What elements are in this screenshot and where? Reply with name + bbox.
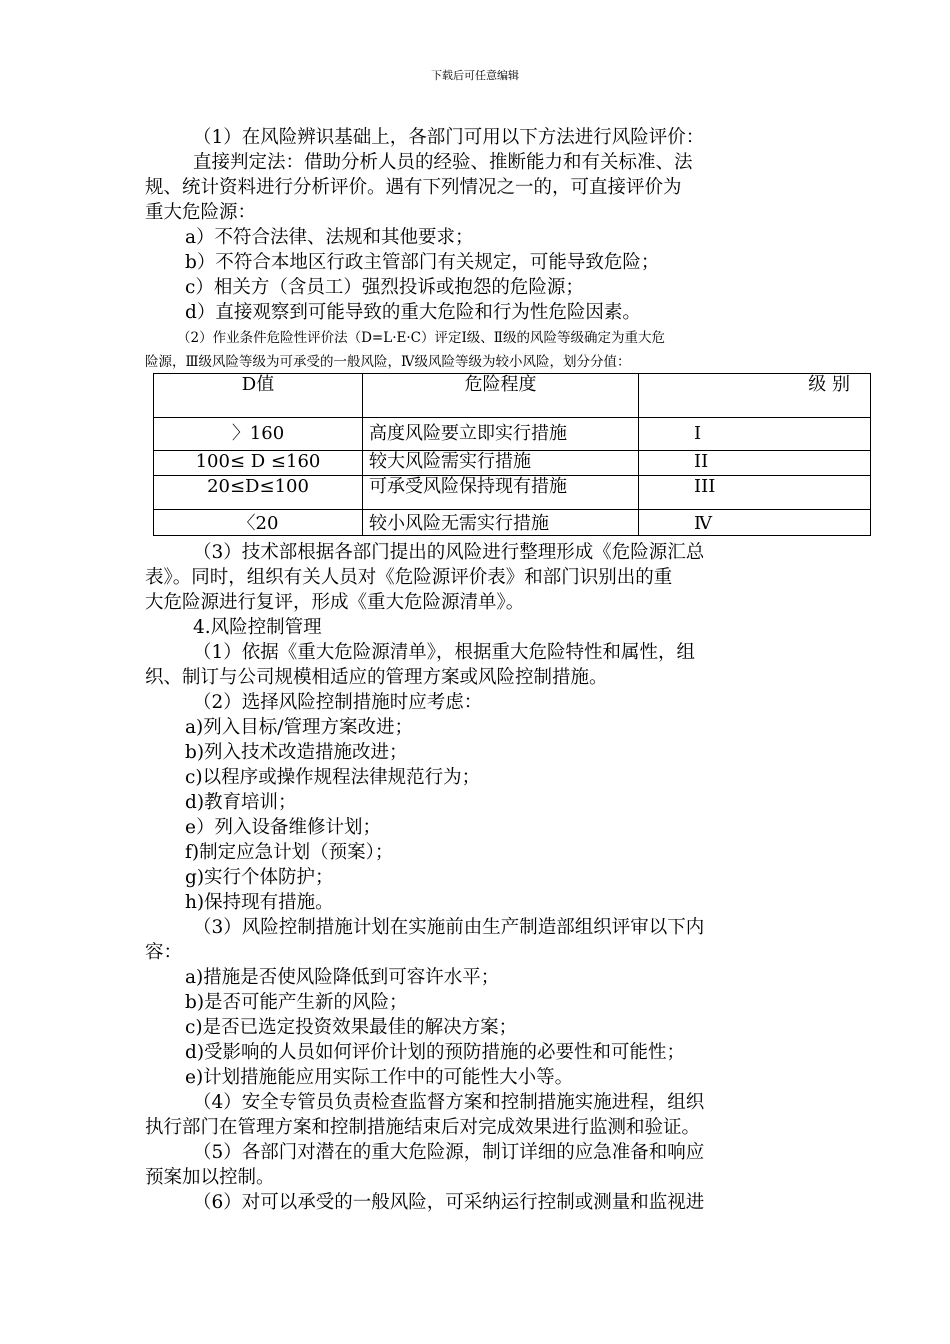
text-line: 规、统计资料进行分析评价。遇有下列情况之一的，可直接评价为 <box>145 177 682 198</box>
risk-level-table <box>153 373 871 536</box>
text-line: h)保持现有措施。 <box>185 892 334 913</box>
text-line: a)列入目标/管理方案改进； <box>185 717 413 738</box>
table-row <box>154 451 871 476</box>
text-line: （4）安全专管员负责检查监督方案和控制措施实施进程，组织 <box>193 1092 705 1113</box>
text-line: b)是否可能产生新的风险； <box>185 992 408 1013</box>
text-line: c）相关方（含员工）强烈投诉或抱怨的危险源； <box>185 277 584 298</box>
cell-d-value: 〈20 <box>154 510 363 536</box>
cell-d-value: 20≤D≤100 <box>154 476 363 510</box>
text-line: （6）对可以承受的一般风险，可采纳运行控制或测量和监视进 <box>193 1192 705 1213</box>
text-line: d）直接观察到可能导致的重大危险和行为性危险因素。 <box>185 302 641 323</box>
cell-d-value: 〉160 <box>154 418 363 451</box>
text-line: c)以程序或操作规程法律规范行为； <box>185 767 481 788</box>
text-line: （1）依据《重大危险源清单》，根据重大危险特性和属性，组 <box>193 642 696 663</box>
text-line: （2）选择风险控制措施时应考虑： <box>193 692 483 713</box>
cell-level: Ⅳ <box>639 510 871 536</box>
text-line: b）不符合本地区行政主管部门有关规定，可能导致危险； <box>185 252 660 273</box>
text-line: 预案加以控制。 <box>145 1167 275 1188</box>
cell-level: I <box>639 418 871 451</box>
text-line: （2）作业条件危险性评价法（D=L·E·C）评定Ⅰ级、Ⅱ级的风险等级确定为重大危 <box>177 330 665 346</box>
cell-risk-degree: 较大风险需实行措施 <box>363 451 639 476</box>
text-line: 险源，Ⅲ级风险等级为可承受的一般风险，Ⅳ级风险等级为较小风险，划分分值： <box>145 354 631 370</box>
text-line: d)受影响的人员如何评价计划的预防措施的必要性和可能性； <box>185 1042 686 1063</box>
cell-risk-degree: 高度风险要立即实行措施 <box>363 418 639 451</box>
cell-d-value: 100≤ D ≤160 <box>154 451 363 476</box>
table-row <box>154 476 871 510</box>
cell-level: II <box>639 451 871 476</box>
text-line: 容： <box>145 942 183 963</box>
text-line: 执行部门在管理方案和控制措施结束后对完成效果进行监测和验证。 <box>145 1117 701 1138</box>
text-line: 大危险源进行复评，形成《重大危险源清单》。 <box>145 592 525 613</box>
cell-level: III <box>639 476 871 510</box>
cell-risk-degree: 可承受风险保持现有措施 <box>363 476 639 510</box>
text-line: （3）技术部根据各部门提出的风险进行整理形成《危险源汇总 <box>193 542 705 563</box>
text-line: a）不符合法律、法规和其他要求； <box>185 227 474 248</box>
header-risk-degree: 危险程度 <box>363 374 639 418</box>
text-line: （3）风险控制措施计划在实施前由生产制造部组织评审以下内 <box>193 917 705 938</box>
header-note: 下载后可任意编辑 <box>431 69 519 82</box>
text-line: g)实行个体防护； <box>185 867 334 888</box>
text-line: 重大危险源： <box>145 202 257 223</box>
text-line: d)教育培训； <box>185 792 297 813</box>
table-header-row <box>154 374 871 418</box>
text-line: b)列入技术改造措施改进； <box>185 742 408 763</box>
table-row <box>154 510 871 536</box>
text-line: 直接判定法：借助分析人员的经验、推断能力和有关标准、法 <box>193 152 693 173</box>
header-d-value: D值 <box>154 374 363 418</box>
text-line: a)措施是否使风险降低到可容许水平； <box>185 967 500 988</box>
cell-risk-degree: 较小风险无需实行措施 <box>363 510 639 536</box>
text-line: f)制定应急计划（预案）； <box>185 842 394 863</box>
text-line: 表》。同时，组织有关人员对《危险源评价表》和部门识别出的重 <box>145 567 673 588</box>
text-line: 织、制订与公司规模相适应的管理方案或风险控制措施。 <box>145 667 608 688</box>
text-line: c)是否已选定投资效果最佳的解决方案； <box>185 1017 518 1038</box>
text-line: （1）在风险辨识基础上，各部门可用以下方法进行风险评价： <box>193 127 705 148</box>
text-line: e）列入设备维修计划； <box>185 817 381 838</box>
header-level: 级 别 <box>639 374 871 418</box>
text-line: e)计划措施能应用实际工作中的可能性大小等。 <box>185 1067 574 1088</box>
table-row <box>154 418 871 451</box>
text-line: （5）各部门对潜在的重大危险源，制订详细的应急准备和响应 <box>193 1142 705 1163</box>
text-line: 4.风险控制管理 <box>193 617 322 638</box>
